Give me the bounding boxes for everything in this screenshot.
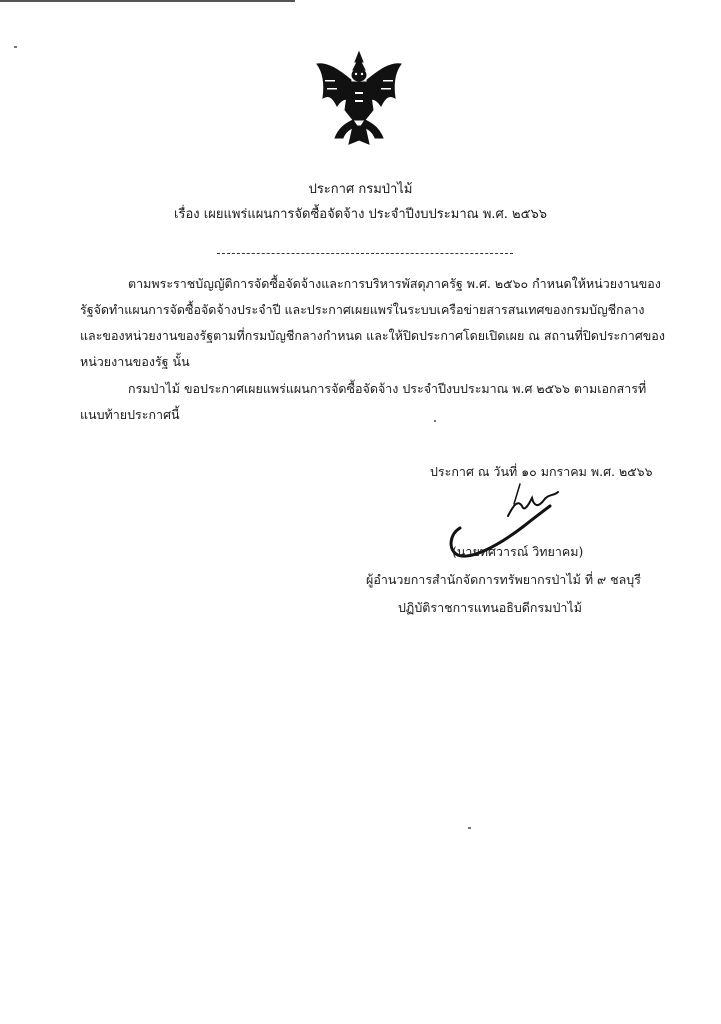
notice-subject: เรื่อง เผยแพร่แผนการจัดซื้อจัดจ้าง ประจำปีงบประมาณ พ.ศ. ๒๕๖๖ [174, 207, 547, 222]
dashed-divider [217, 253, 513, 254]
scan-edge-line [0, 0, 295, 2]
garuda-emblem-icon [313, 50, 405, 148]
signer-title: ผู้อำนวยการสำนักจัดการทรัพยากรป่าไม้ ที่ ๙ ชลบุรี [366, 572, 641, 587]
scan-speck [14, 46, 17, 48]
signer-role: ปฏิบัติราชการแทนอธิบดีกรมป่าไม้ [398, 600, 582, 615]
scan-speck [468, 827, 471, 829]
notice-title: ประกาศ กรมป่าไม้ [308, 182, 413, 197]
announcement-date: ประกาศ ณ วันที่ ๑๐ มกราคม พ.ศ. ๒๕๖๖ [430, 464, 653, 479]
signer-name: (นายทศวารณ์ วิทยาคม) [452, 544, 584, 559]
body-paragraph-2: กรมป่าไม้ ขอประกาศเผยแพร่แผนการจัดซื้อจัดจ้าง ประจำปีงบประมาณ พ.ศ ๒๕๖๖ ตามเอกสารที่แนบท้ายประกาศนี้ [80, 381, 647, 422]
body-paragraph-1: ตามพระราชบัญญัติการจัดซื้อจัดจ้างและการบริหารพัสดุภาครัฐ พ.ศ. ๒๕๖๐ กำหนดให้หน่วยงานของรัฐจัดทำแผนการจัดซื้อจัดจ้างประจำปี และประกาศเผยแพร่ในระบบเครือข่ายสารสนเทศของกรมบัญชีกลางและของหน่วยงานของรัฐตามที่กรมบัญชีกลางกำหนด และให้ปิดประกาศโดยเปิดเผย ณ สถานที่ปิดประกาศของหน่วยงานของรัฐ นั้น [80, 276, 665, 369]
